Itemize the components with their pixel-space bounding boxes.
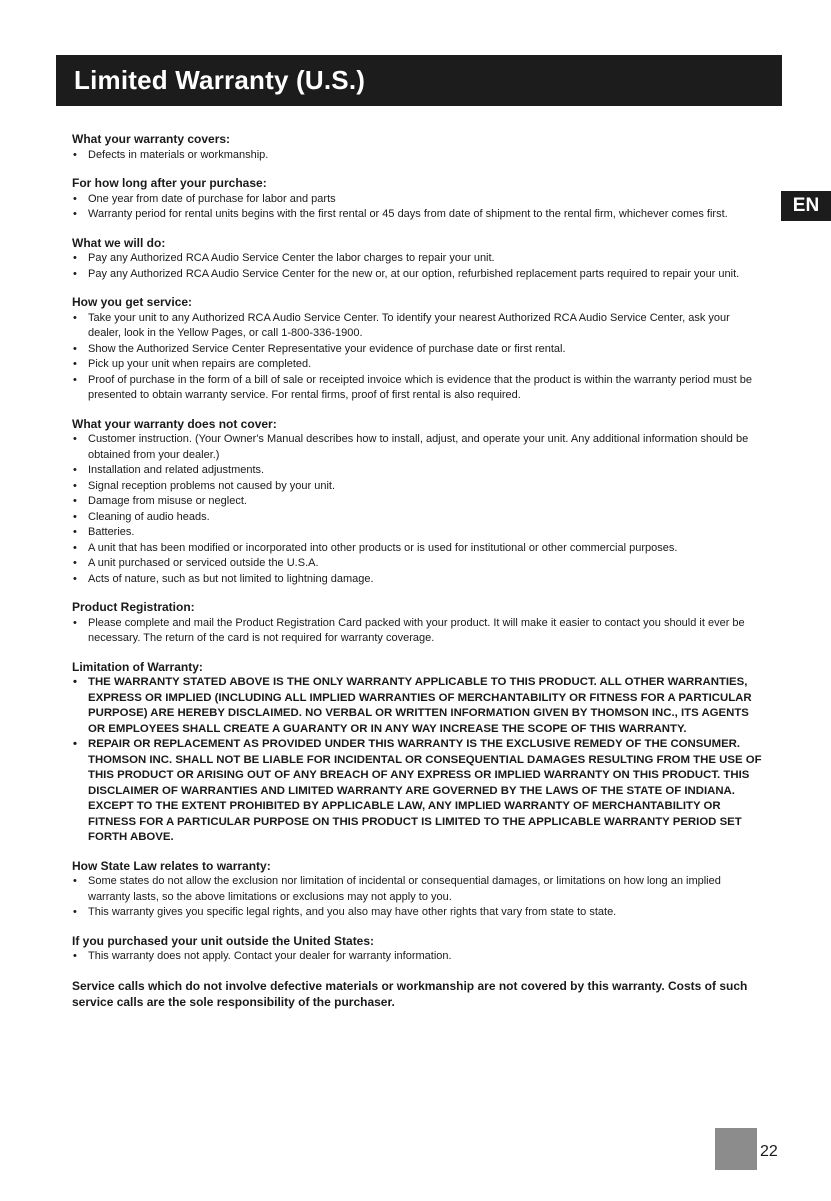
bullet-item: • Batteries. — [72, 525, 764, 541]
bullet-item: • Customer instruction. (Your Owner's Manual describes how to install, adjust, and operate your unit. Any additional information should be obtained from your dealer.) — [72, 432, 764, 463]
bullet-list — [72, 616, 764, 647]
bullet-list — [72, 192, 764, 223]
bullet-item: • Proof of purchase in the form of a bill of sale or receipted invoice which is evidence that the product is within the warranty period must be presented to obtain warranty service. For rental firms, proof of first rental is also required. — [72, 373, 764, 404]
warranty-section — [72, 132, 764, 163]
bullet-item: • A unit purchased or serviced outside the U.S.A. — [72, 556, 764, 572]
section-heading: What we will do: — [72, 235, 166, 250]
warranty-section — [72, 236, 764, 283]
bullet-list — [72, 311, 764, 404]
bullet-item: • REPAIR OR REPLACEMENT AS PROVIDED UNDER THIS WARRANTY IS THE EXCLUSIVE REMEDY OF THE CONSUMER. THOMSON INC. SHALL NOT BE LIABLE FOR INCIDENTAL OR CONSEQUENTIAL DAMAGES RESULTING FROM THE USE OF THIS PRODUCT OR ARISING OUT OF ANY BREACH OF ANY EXPRESS OR IMPLIED WARRANTY ON THIS PRODUCT. THIS DISCLAIMER OF WARRANTIES AND LIMITED WARRANTY ARE GOVERNED BY THE LAWS OF THE STATE OF INDIANA. EXCEPT TO THE EXTENT PROHIBITED BY APPLICABLE LAW, ANY IMPLIED WARRANTY OF MERCHANTABILITY OR FITNESS FOR A PARTICULAR PURPOSE ON THIS PRODUCT IS LIMITED TO THE APPLICABLE WARRANTY PERIOD SET FORTH ABOVE. — [72, 737, 764, 846]
bullet-list — [72, 251, 764, 282]
bullet-item: • Damage from misuse or neglect. — [72, 494, 764, 510]
bullet-item: • Acts of nature, such as but not limited to lightning damage. — [72, 572, 764, 588]
bullet-list — [72, 148, 764, 164]
warranty-section — [72, 859, 764, 921]
bullet-list — [72, 675, 764, 846]
warranty-sections — [72, 132, 764, 965]
bullet-item: • Installation and related adjustments. — [72, 463, 764, 479]
bullet-item: • Some states do not allow the exclusion nor limitation of incidental or consequential damages, or limitations on how long an implied warranty lasts, so the above limitations or exclusions may not apply to you. — [72, 874, 764, 905]
bullet-list — [72, 874, 764, 921]
warranty-section — [72, 934, 764, 965]
bullet-item: • THE WARRANTY STATED ABOVE IS THE ONLY WARRANTY APPLICABLE TO THIS PRODUCT. ALL OTHER WARRANTIES, EXPRESS OR IMPLIED (INCLUDING ALL IMPLIED WARRANTIES OF MERCHANTABILITY OR FITNESS FOR A PARTICULAR PURPOSE) ARE HEREBY DISCLAIMED. NO VERBAL OR WRITTEN INFORMATION GIVEN BY THOMSON INC., ITS AGENTS OR EMPLOYEES SHALL CREATE A GUARANTY OR IN ANY WAY INCREASE THE SCOPE OF THIS WARRANTY. — [72, 675, 764, 737]
bullet-item: • A unit that has been modified or incorporated into other products or is used for institutional or other commercial purposes. — [72, 541, 764, 557]
page-number-box — [715, 1128, 757, 1170]
bullet-item: • Pay any Authorized RCA Audio Service Center for the new or, at our option, refurbished replacement parts required to repair your unit. — [72, 267, 764, 283]
page-number: 22 — [760, 1143, 778, 1160]
bullet-item: • Pay any Authorized RCA Audio Service Center the labor charges to repair your unit. — [72, 251, 764, 267]
section-heading: How you get service: — [72, 295, 193, 309]
bullet-item: • This warranty gives you specific legal rights, and you also may have other rights that vary from state to state. — [72, 905, 764, 921]
section-heading: If you purchased your unit outside the United States: — [72, 933, 375, 948]
bullet-item: • One year from date of purchase for labor and parts — [72, 192, 764, 208]
bullet-item: • Cleaning of audio heads. — [72, 510, 764, 526]
section-heading: Product Registration: — [72, 600, 195, 614]
language-tab: EN — [781, 191, 831, 221]
bullet-list — [72, 949, 764, 965]
section-heading: How State Law relates to warranty: — [72, 858, 271, 873]
section-heading: Limitation of Warranty: — [72, 659, 203, 674]
bullet-item: • Signal reception problems not caused by your unit. — [72, 479, 764, 495]
bullet-item: • Take your unit to any Authorized RCA Audio Service Center. To identify your nearest Authorized RCA Audio Service Center, ask your dealer, look in the Yellow Pages, or call 1-800-336-1900. — [72, 311, 764, 342]
page-title: Limited Warranty (U.S.) — [74, 65, 366, 95]
warranty-content — [72, 132, 764, 1010]
warranty-section — [72, 176, 764, 223]
warranty-section — [72, 417, 764, 588]
bullet-item: • Warranty period for rental units begins with the first rental or 45 days from date of shipment to the rental firm, whichever comes first. — [72, 207, 764, 223]
bullet-item: • Show the Authorized Service Center Representative your evidence of purchase date or first rental. — [72, 342, 764, 358]
section-heading: What your warranty does not cover: — [72, 416, 277, 431]
bullet-item: • Defects in materials or workmanship. — [72, 148, 764, 164]
bullet-item: • Pick up your unit when repairs are completed. — [72, 357, 764, 373]
warranty-section — [72, 600, 764, 647]
bullet-item: • This warranty does not apply. Contact your dealer for warranty information. — [72, 949, 764, 965]
warranty-section — [72, 295, 764, 404]
bullet-list — [72, 432, 764, 587]
service-calls-note: Service calls which do not involve defective materials or workmanship are not covered by this warranty. Costs of such service calls are the sole responsibility of the purchaser. — [72, 978, 748, 1009]
page-header — [56, 55, 782, 106]
section-heading: What your warranty covers: — [72, 132, 231, 146]
section-heading: For how long after your purchase: — [72, 176, 267, 190]
warranty-section — [72, 660, 764, 846]
bullet-item: • Please complete and mail the Product Registration Card packed with your product. It will make it easier to contact you should it ever be necessary. The return of the card is not required for warranty coverage. — [72, 616, 764, 647]
